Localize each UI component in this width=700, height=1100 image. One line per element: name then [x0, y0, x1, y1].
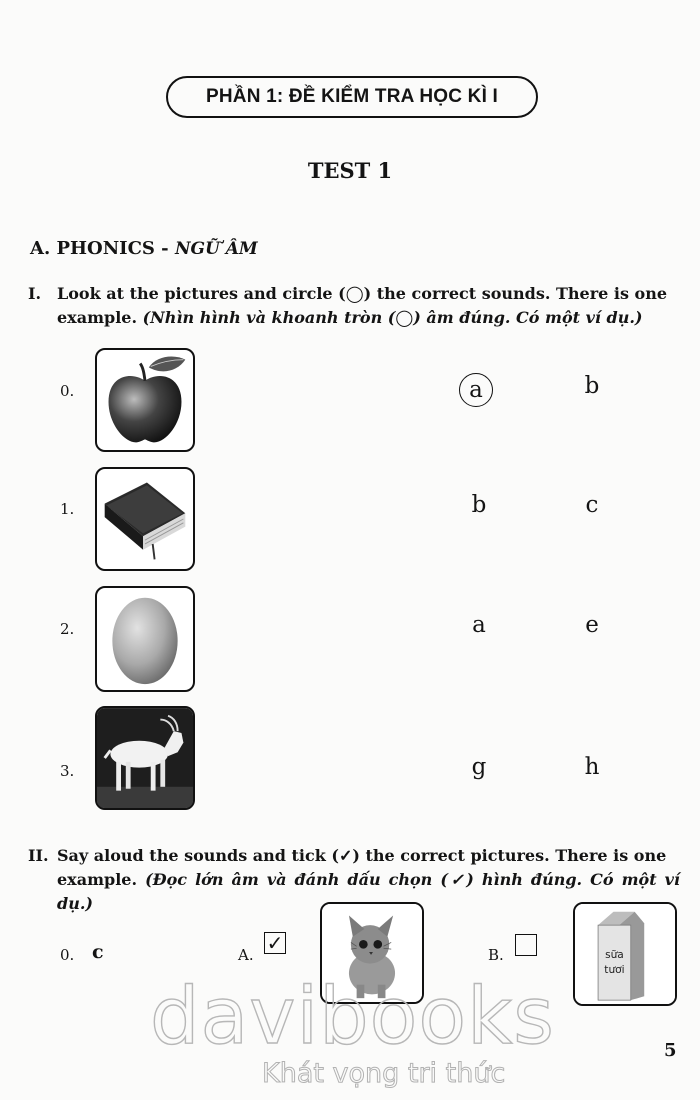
exercise-1-text-en-2: example.: [57, 308, 138, 327]
item-3-option-b[interactable]: h: [584, 754, 600, 780]
item-1-number: 1.: [60, 500, 75, 518]
option-a-checkbox[interactable]: [264, 932, 286, 954]
carton-text-2: tươi: [604, 964, 625, 977]
section-a-heading: [30, 238, 258, 259]
item-0-option-b[interactable]: b: [584, 373, 600, 399]
item-2-number: 2.: [60, 620, 75, 638]
exercise-1-text-vi: (Nhìn hình và khoanh tròn (◯) âm đúng. Có một ví dụ.): [142, 308, 643, 327]
item-3-option-a[interactable]: g: [471, 754, 487, 780]
milk-carton-icon: [575, 904, 675, 1004]
exercise-1-roman: I.: [28, 284, 42, 303]
page-number: 5: [664, 1040, 677, 1061]
section-a-label: A. PHONICS -: [30, 238, 175, 259]
option-b-label: B.: [488, 946, 504, 964]
item-3-number: 3.: [60, 762, 75, 780]
item-1-option-b[interactable]: c: [585, 492, 599, 518]
option-b-checkbox[interactable]: [515, 934, 537, 956]
exercise-2-roman: II.: [28, 846, 49, 865]
test-title: TEST 1: [307, 158, 393, 183]
exercise-2-text-en-2: example.: [57, 870, 138, 889]
item-2-option-b[interactable]: e: [585, 612, 599, 638]
item-2-option-a[interactable]: a: [472, 612, 486, 638]
book-icon: [97, 469, 193, 569]
exercise-2-text-vi: (Đọc lớn âm và đánh dấu chọn (✓) hình đúng. Có một ví dụ.): [57, 870, 680, 913]
item-0-number: 0.: [60, 382, 75, 400]
part-title: PHẦN 1: ĐỀ KIỂM TRA HỌC KÌ I: [205, 86, 499, 107]
example-number: 0.: [60, 946, 75, 964]
egg-picture: [95, 586, 195, 692]
apple-picture: [95, 348, 195, 452]
section-a-label-vi: NGỮ ÂM: [174, 239, 258, 259]
option-a-label: A.: [238, 946, 254, 964]
apple-icon: [97, 350, 193, 450]
exercise-2-text-en: Say aloud the sounds and tick (✓) the correct pictures. There is one: [57, 846, 667, 865]
tick-mark: ✓: [266, 931, 284, 955]
egg-icon: [97, 588, 193, 690]
item-1-option-a[interactable]: b: [471, 492, 487, 518]
carton-text-1: sữa: [605, 948, 624, 961]
exercise-1-instructions: [28, 282, 680, 330]
goat-icon: [97, 708, 193, 808]
milk-carton-picture: [573, 902, 677, 1006]
watermark-brand: davibooks: [150, 972, 555, 1062]
part-title-box: [166, 76, 538, 118]
example-letter: c: [92, 941, 104, 963]
watermark-slogan: Khát vọng tri thức: [262, 1058, 506, 1089]
book-picture: [95, 467, 195, 571]
item-0-option-a: a: [469, 376, 483, 403]
exercise-1-text-en: Look at the pictures and circle (◯) the correct sounds. There is one: [57, 284, 668, 303]
item-0-option-a-circled[interactable]: [459, 373, 493, 407]
goat-picture: [95, 706, 195, 810]
